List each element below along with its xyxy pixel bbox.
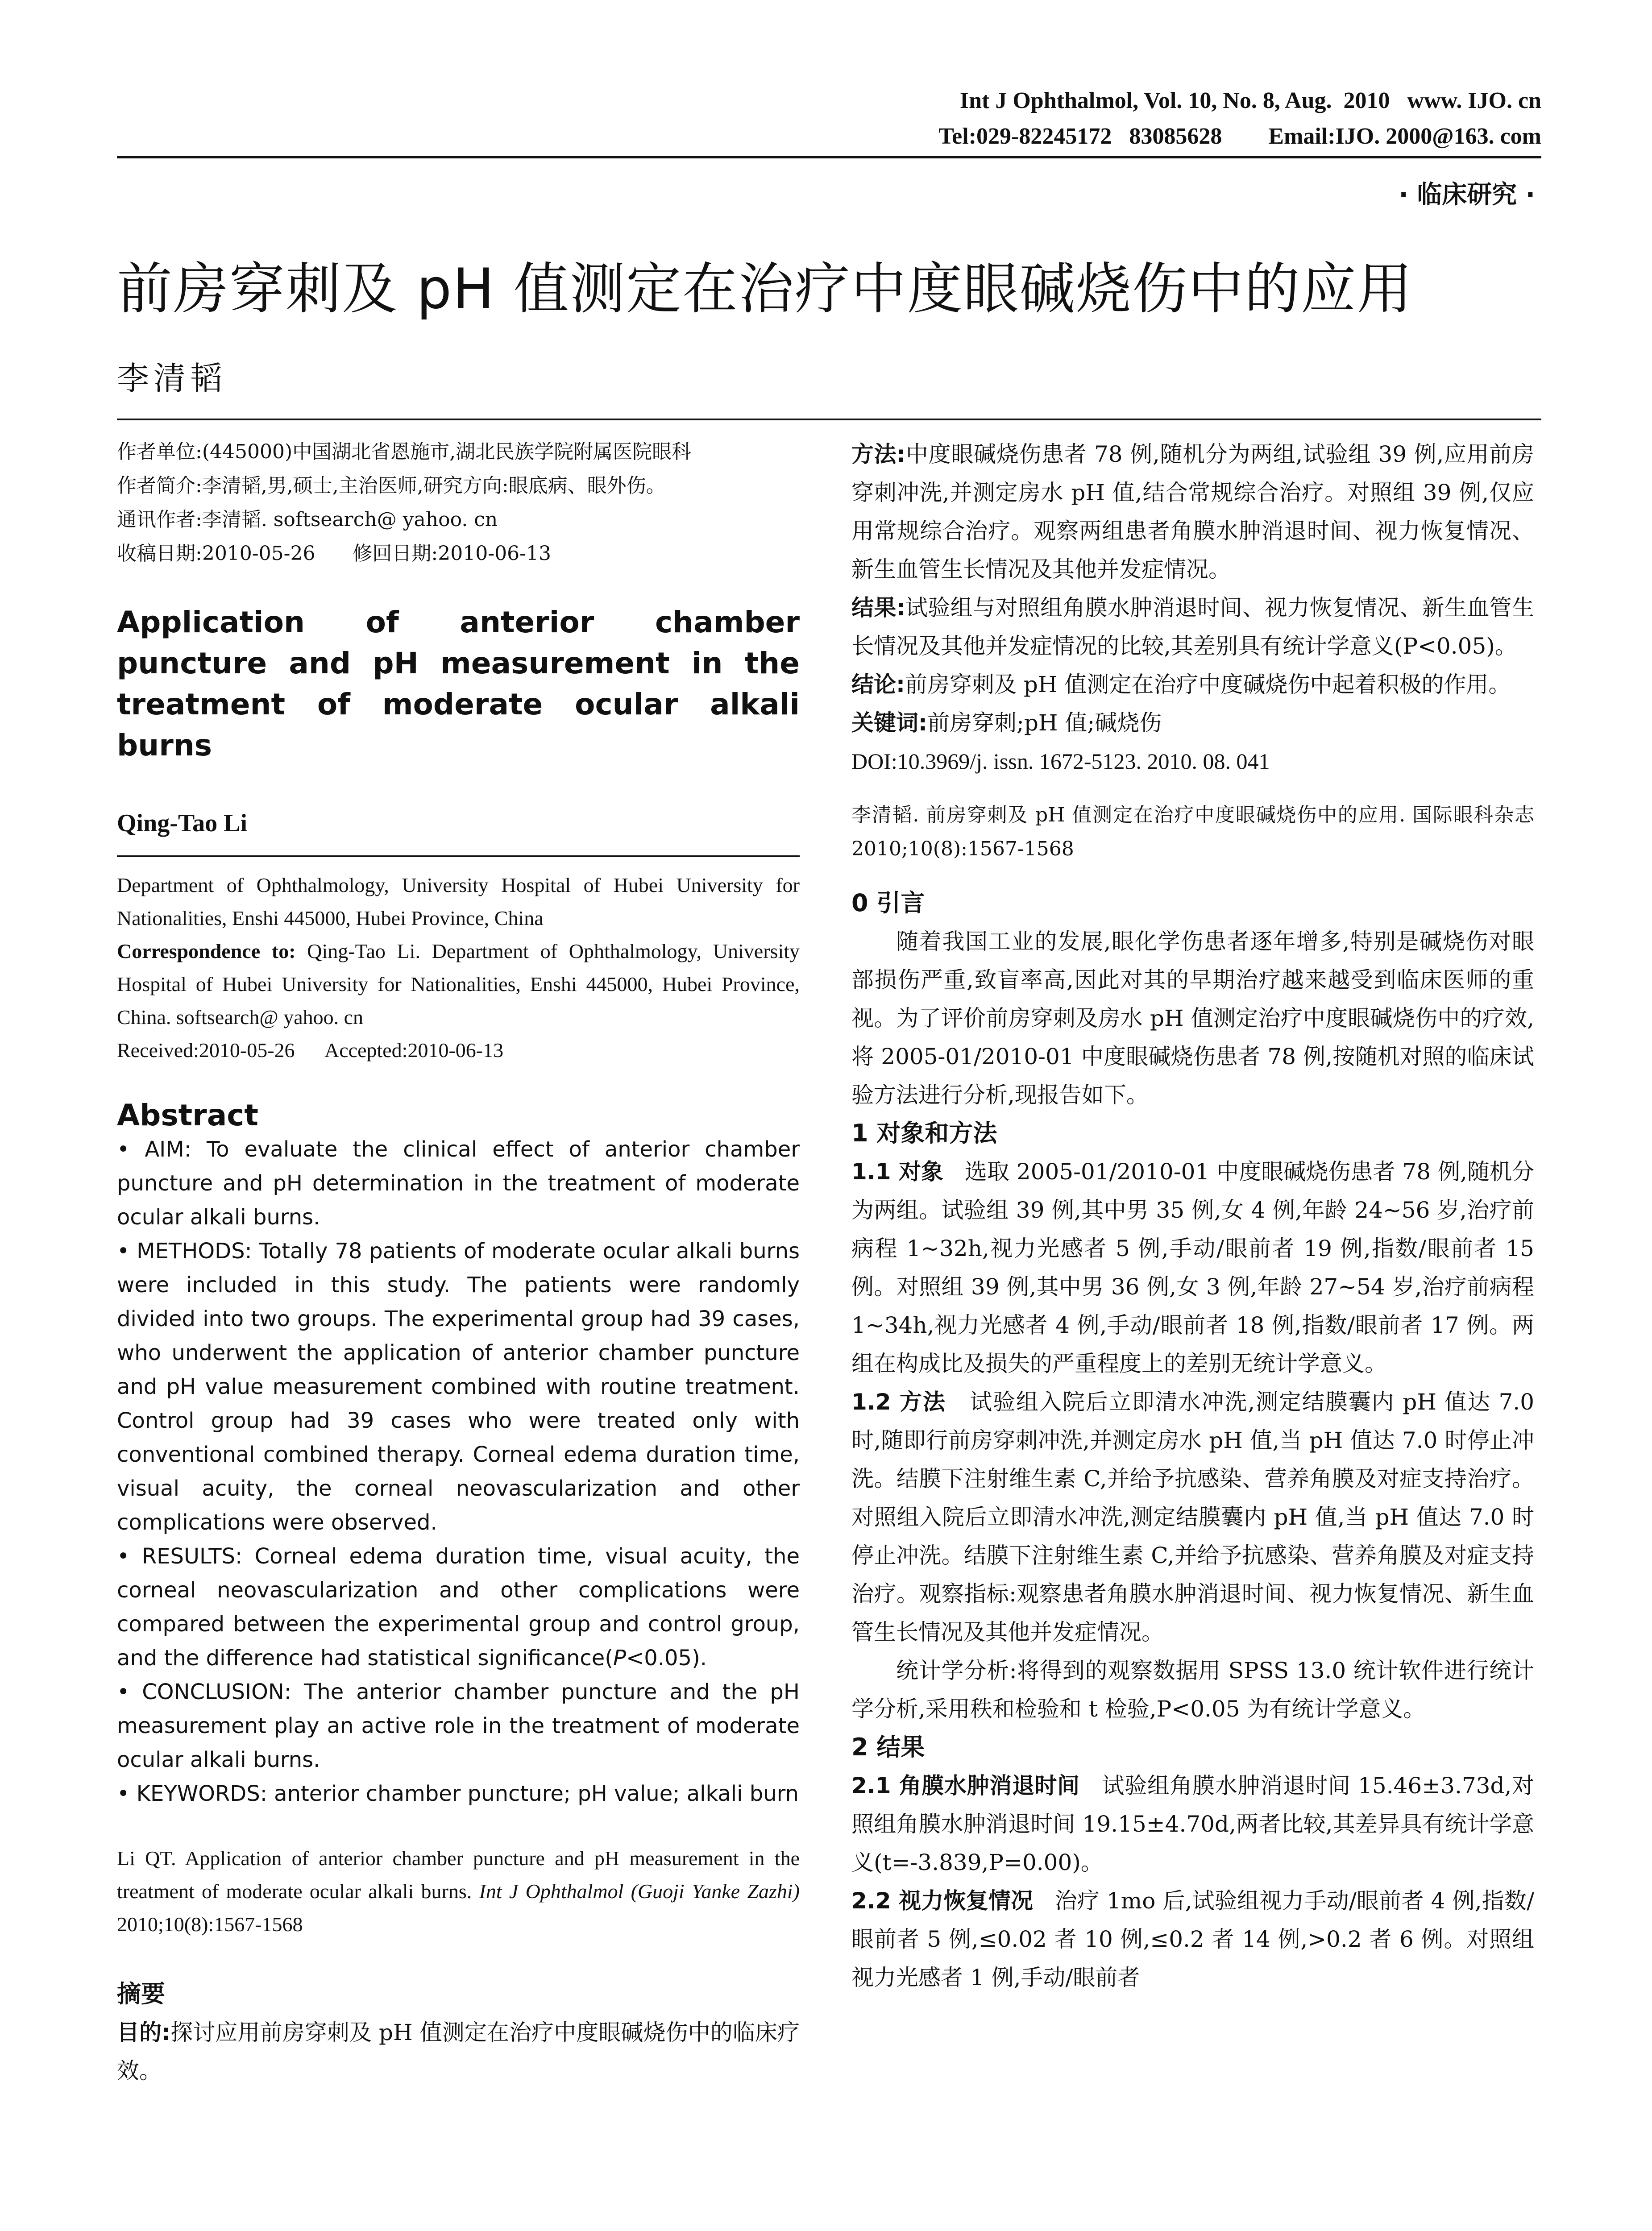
abstract-results-end: <0.05). [626, 1646, 707, 1671]
corr-text: Qing-Tao Li. Department of Ophthalmology, University Hospital of Hubei University for Nationalities, Enshi 445000, Hubei Province, China. softsearch@ yahoo. cn [117, 940, 800, 1028]
abstract-results [117, 1539, 800, 1675]
citation-en-rest: 2010;10(8):1567-1568 [117, 1913, 303, 1936]
section-1-1 [851, 1153, 1534, 1383]
citation-en [117, 1842, 800, 1941]
en-title: Application of anterior chamber puncture and pH measurement in the treatment of moderate ocular alkali burns [117, 605, 800, 763]
jieguo-text: 试验组与对照组角膜水肿消退时间、视力恢复情况、新生血管生长情况及其他并发症情况的比较,其差别具有统计学意义(P<0.05)。 [851, 595, 1535, 659]
s22-text: 治疗 1mo 后,试验组视力手动/眼前者 4 例,指数/眼前者 5 例,≤0.02 者 10 例,≤0.2 者 14 例,>0.2 者 6 例。对照组视力光感者 1 例,手动/眼前者 [851, 1888, 1534, 1990]
s21-text: 试验组角膜水肿消退时间 15.46±3.73d,对照组角膜水肿消退时间 19.15±4.70d,两者比较,其差异具有统计学意义(t=-3.839,P=0.00)。 [851, 1773, 1535, 1875]
jieguo-label: 结果: [851, 595, 905, 621]
section-tag: · 临床研究 · [1399, 180, 1535, 209]
affiliation-corr [117, 935, 800, 1034]
author-rule [117, 838, 800, 857]
s21-label: 2.1 角膜水肿消退时间 [851, 1773, 1080, 1799]
journal-contact-line: Tel:029-82245172 83085628 Email:IJO. 2000@163. com [938, 124, 1541, 149]
s11-text: 选取 2005-01/2010-01 中度眼碱烧伤患者 78 例,随机分为两组。试验组 39 例,其中男 35 例,女 4 例,年龄 24~56 岁,治疗前病程 1~32h,视力光感者 5 例,手动/眼前者 19 例,指数/眼前者 15 例。对照组 39 例,其中男 36 例,女 3 例,年龄 27~54 岁,治疗前病程 1~34h,视力光感者 4 例,手动/眼前者 18 例,指数/眼前者 17 例。两组在构成比及损失的严重程度上的差别无统计学意义。 [851, 1159, 1534, 1377]
header-rule [117, 156, 1541, 158]
fangfa-label: 方法: [851, 441, 906, 467]
affiliation-dept: Department of Ophthalmology, University Hospital of Hubei University for Nationalities, Enshi 445000, Hubei Province, China [117, 874, 800, 929]
cn-unit: 作者单位:(445000)中国湖北省恩施市,湖北民族学院附属医院眼科 [117, 440, 692, 463]
section-1-2 [851, 1383, 1534, 1651]
keywords-label: 关键词: [851, 710, 927, 736]
cn-received: 收稿日期:2010-05-26 修回日期:2010-06-13 [117, 542, 551, 565]
citation-cn: 李清韬. 前房穿刺及 pH 值测定在治疗中度眼碱烧伤中的应用. 国际眼科杂志 2010;10(8):1567-1568 [851, 804, 1534, 860]
cn-corr: 通讯作者:李清韬. softsearch@ yahoo. cn [117, 508, 498, 531]
affiliation-received: Received:2010-05-26 Accepted:2010-06-13 [117, 1039, 504, 1062]
zhaiyao-fangfa [851, 435, 1534, 589]
heading-intro: 0 引言 [851, 889, 925, 917]
en-author: Qing-Tao Li [117, 809, 248, 837]
doi: DOI:10.3969/j. issn. 1672-5123. 2010. 08. 041 [851, 749, 1270, 774]
citation-en-journal: Int J Ophthalmol (Guoji Yanke Zazhi) [479, 1880, 800, 1903]
page-title: 前房穿刺及 pH 值测定在治疗中度眼碱烧伤中的应用 [117, 257, 1413, 321]
intro-paragraph: 随着我国工业的发展,眼化学伤患者逐年增多,特别是碱烧伤对眼部损伤严重,致盲率高,因此对其的早期治疗越来越受到临床医师的重视。为了评价前房穿刺及房水 pH 值测定治疗中度眼碱烧伤中的疗效,将 2005-01/2010-01 中度眼碱烧伤患者 78 例,按随机对照的临床试验方法进行分析,现报告如下。 [851, 929, 1534, 1108]
abstract-keywords: • KEYWORDS: anterior chamber puncture; pH value; alkali burn [117, 1781, 799, 1806]
zhaiyao-mudi [117, 2013, 800, 2090]
right-column [851, 435, 1534, 1997]
s12-label: 1.2 方法 [851, 1389, 946, 1415]
s11-label: 1.1 对象 [851, 1159, 944, 1185]
zhaiyao-jielun [851, 665, 1534, 704]
section-2-2 [851, 1882, 1534, 1997]
corr-label: Correspondence to: [117, 940, 296, 962]
keywords-text: 前房穿刺;pH 值;碱烧伤 [927, 710, 1162, 736]
stats-paragraph: 统计学分析:将得到的观察数据用 SPSS 13.0 统计软件进行统计学分析,采用秩和检验和 t 检验,P<0.05 为有统计学意义。 [851, 1658, 1534, 1722]
author-cn: 李清韬 [117, 360, 227, 397]
title-rule [117, 419, 1541, 420]
zhaiyao-heading: 摘要 [117, 1980, 165, 2008]
s12-text: 试验组入院后立即清水冲洗,测定结膜囊内 pH 值达 7.0 时,随即行前房穿刺冲洗,并测定房水 pH 值,当 pH 值达 7.0 时停止冲洗。结膜下注射维生素 C,并给予抗感染、营养角膜及对症支持治疗。对照组入院后立即清水冲洗,测定结膜囊内 pH 值,当 pH 值达 7.0 时停止冲洗。结膜下注射维生素 C,并给予抗感染、营养角膜及对症支持治疗。观察指标:观察患者角膜水肿消退时间、视力恢复情况、新生血管生长情况及其他并发症情况。 [851, 1389, 1535, 1645]
mudi-text: 探讨应用前房穿刺及 pH 值测定在治疗中度眼碱烧伤中的临床疗效。 [117, 2020, 800, 2084]
abstract-results-text: • RESULTS: Corneal edema duration time, visual acuity, the corneal neovascularization and other complications were compared between the experimental group and control group, and the difference had statistical significance( [117, 1544, 800, 1671]
abstract-methods: • METHODS: Totally 78 patients of moderate ocular alkali burns were included in this study. The patients were randomly divided into two groups. The experimental group had 39 cases, who underwent the application of anterior chamber puncture and pH value measurement combined with routine treatment. Control group had 39 cases who were treated only with conventional combined therapy. Corneal edema duration time, visual acuity, the corneal neovascularization and other complications were observed. [117, 1239, 800, 1535]
jielun-text: 前房穿刺及 pH 值测定在治疗中度碱烧伤中起着积极的作用。 [905, 672, 1511, 697]
zhaiyao-jieguo [851, 589, 1534, 665]
section-2-1 [851, 1767, 1534, 1882]
mudi-label: 目的: [117, 2020, 171, 2045]
s22-label: 2.2 视力恢复情况 [851, 1888, 1034, 1914]
citation-en-text: Li QT. Application of anterior chamber puncture and pH measurement in the treatment of moderate ocular alkali burns. [117, 1847, 800, 1903]
zhaiyao-keywords [851, 704, 1534, 742]
abstract-results-p: P [613, 1646, 626, 1671]
journal-header-line: Int J Ophthalmol, Vol. 10, No. 8, Aug. 2010 www. IJO. cn [959, 88, 1541, 113]
fangfa-text: 中度眼碱烧伤患者 78 例,随机分为两组,试验组 39 例,应用前房穿刺冲洗,并测定房水 pH 值,结合常规综合治疗。对照组 39 例,仅应用常规综合治疗。观察两组患者角膜水肿消退时间、视力恢复情况、新生血管生长情况及其他并发症情况。 [851, 441, 1534, 582]
heading-results: 2 结果 [851, 1733, 925, 1761]
abstract-aim: • AIM: To evaluate the clinical effect of anterior chamber puncture and pH determination in the treatment of moderate ocular alkali burns. [117, 1137, 800, 1230]
abstract-conclusion: • CONCLUSION: The anterior chamber puncture and the pH measurement play an active role in the treatment of moderate ocular alkali burns. [117, 1679, 800, 1772]
heading-methods: 1 对象和方法 [851, 1119, 997, 1147]
abstract-heading: Abstract [117, 1098, 258, 1132]
cn-bio: 作者简介:李清韬,男,硕士,主治医师,研究方向:眼底病、眼外伤。 [117, 474, 666, 497]
jielun-label: 结论: [851, 672, 905, 697]
left-column [117, 435, 800, 2090]
